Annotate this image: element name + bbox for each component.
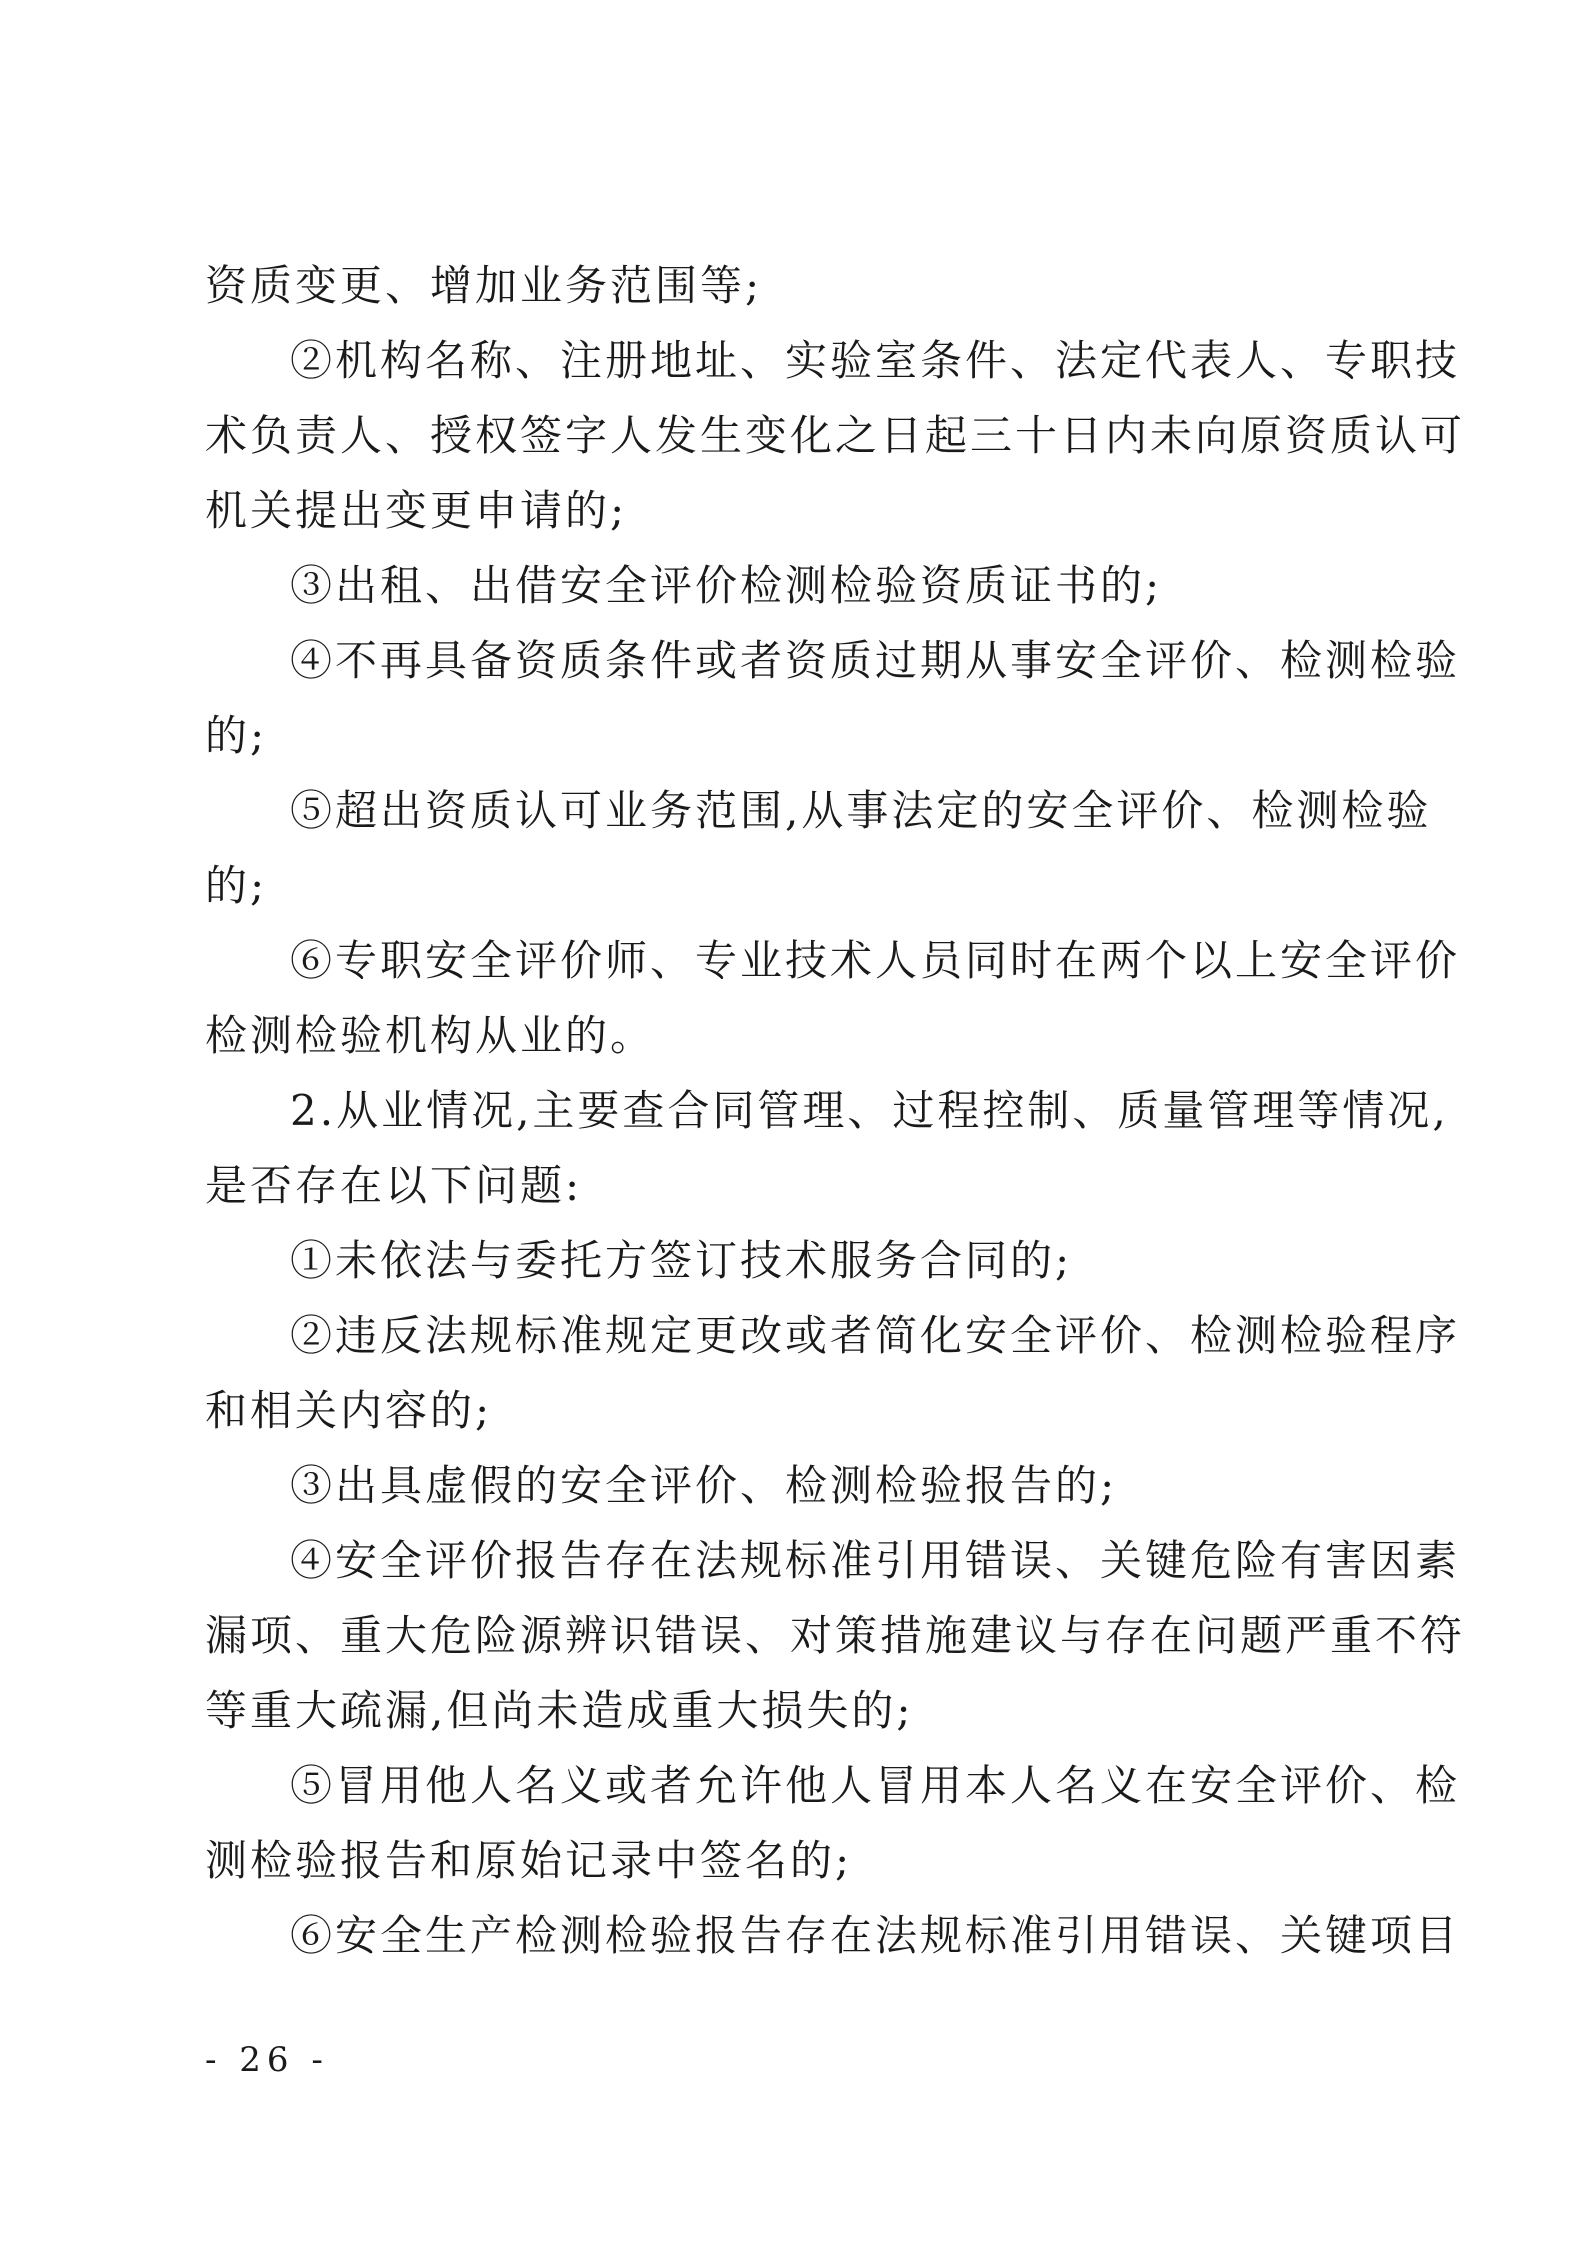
text-line: 测检验报告和原始记录中签名的; <box>205 1836 853 1885</box>
text-line: ④安全评价报告存在法规标准引用错误、关键危险有害因素 <box>290 1536 1461 1585</box>
text-line: 的; <box>205 711 268 760</box>
text-line: ⑤冒用他人名义或者允许他人冒用本人名义在安全评价、检 <box>290 1761 1461 1810</box>
text-line: ②违反法规标准规定更改或者简化安全评价、检测检验程序 <box>290 1311 1461 1360</box>
page-number: - 26 - <box>205 2040 329 2080</box>
text-line: 机关提出变更申请的; <box>205 486 628 535</box>
text-line: ①未依法与委托方签订技术服务合同的; <box>290 1236 1073 1285</box>
text-line: ③出租、出借安全评价检测检验资质证书的; <box>290 561 1163 610</box>
text-line: 漏项、重大危险源辨识错误、对策措施建议与存在问题严重不符 <box>205 1611 1466 1660</box>
text-line: 的; <box>205 861 268 910</box>
text-line: ②机构名称、注册地址、实验室条件、法定代表人、专职技 <box>290 336 1461 385</box>
text-line: 2.从业情况,主要查合同管理、过程控制、质量管理等情况, <box>290 1086 1449 1135</box>
text-line: 等重大疏漏,但尚未造成重大损失的; <box>205 1686 914 1735</box>
body-text <box>205 248 1466 1973</box>
text-line: ④不再具备资质条件或者资质过期从事安全评价、检测检验 <box>290 636 1461 685</box>
text-line: 和相关内容的; <box>205 1386 493 1435</box>
text-line: ⑥专职安全评价师、专业技术人员同时在两个以上安全评价 <box>290 936 1461 985</box>
text-line: 是否存在以下问题: <box>205 1161 583 1210</box>
text-line: ③出具虚假的安全评价、检测检验报告的; <box>290 1461 1118 1510</box>
text-line: ⑥安全生产检测检验报告存在法规标准引用错误、关键项目 <box>290 1911 1461 1960</box>
text-line: ⑤超出资质认可业务范围,从事法定的安全评价、检测检验 <box>290 786 1432 835</box>
text-line: 术负责人、授权签字人发生变化之日起三十日内未向原资质认可 <box>205 411 1466 460</box>
text-line: 资质变更、增加业务范围等; <box>205 261 763 310</box>
text-line: 检测检验机构从业的。 <box>205 1011 656 1060</box>
